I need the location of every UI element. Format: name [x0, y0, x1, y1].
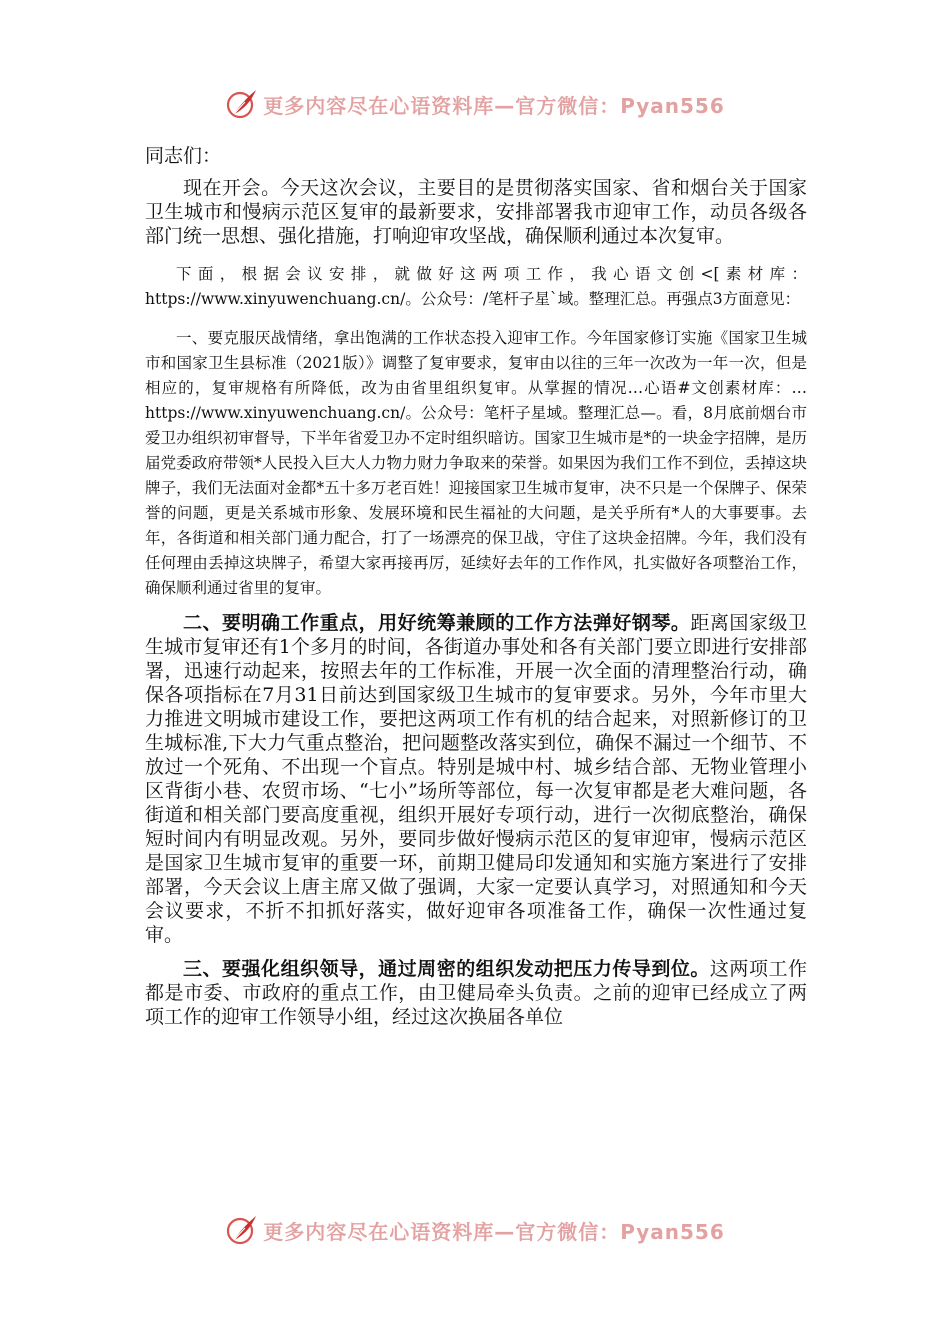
- paragraph-intro: 下面，根据会议安排，就做好这两项工作，我心语文创<[素材库：https://www.xinyuwenchuang.cn/。公众号：/笔杆子星`域。整理汇总。再强点3方面意见：: [145, 265, 807, 308]
- feather-logo-icon: [225, 1213, 259, 1247]
- paragraph-point-three: [145, 957, 807, 1029]
- point-three-body: 这两项工作都是市委、市政府的重点工作，由卫健局牵头负责。之前的迎审已经成立了两项工作的迎审工作领导小组，经过这次换届各单位: [145, 958, 807, 1028]
- paragraph-point-one: 一、要克服厌战情绪，拿出饱满的工作状态投入迎审工作。今年国家修订实施《国家卫生城市和国家卫生县标准（2021版）》调整了复审要求，复审由以往的三年一次改为一年一次，但是相应的，复审规格有所降低，改为由省里组织复审。从掌握的情况…心语#文创素材库：…https://www.xinyuwenchuang.cn/。公众号：笔杆子星域。整理汇总—。看，8月底前烟台市爱卫办组织初审督导，下半年省爱卫办不定时组织暗访。国家卫生城市是*的一块金字招牌，是历届党委政府带领*人民投入巨大人力物力财力争取来的荣誉。如果因为我们工作不到位，丢掉这块牌子，我们无法面对金都*五十多万老百姓！迎接国家卫生城市复审，决不只是一个保牌子、保荣誉的问题，更是关系城市形象、发展环境和民生福祉的大问题，是关乎所有*人的大事要事。去年，各街道和相关部门通力配合，打了一场漂亮的保卫战，守住了这块金招牌。今年，我们没有任何理由丢掉这块牌子，希望大家再接再厉，延续好去年的工作作风，扎实做好各项整治工作，确保顺利通过省里的复审。: [145, 329, 807, 597]
- salutation: 同志们：: [145, 145, 222, 167]
- header-watermark: [0, 84, 950, 124]
- header-watermark-text: 更多内容尽在心语资料库—官方微信：Pyan556: [263, 93, 725, 118]
- feather-logo-icon: [225, 87, 259, 121]
- footer-watermark-text: 更多内容尽在心语资料库—官方微信：Pyan556: [263, 1219, 725, 1244]
- point-three-heading: 三、要强化组织领导，通过周密的组织发动把压力传导到位。: [183, 958, 710, 980]
- paragraph-opening: 现在开会。今天这次会议，主要目的是贯彻落实国家、省和烟台关于国家卫生城市和慢病示范区复审的最新要求，安排部署我市迎审工作，动员各级各部门统一思想、强化措施，打响迎审攻坚战，确保顺利通过本次复审。: [145, 177, 807, 247]
- point-two-body: 距离国家级卫生城市复审还有1个多月的时间，各街道办事处和各有关部门要立即进行安排部署，迅速行动起来，按照去年的工作标准，开展一次全面的清理整治行动，确保各项指标在7月31日前达到国家级卫生城市的复审要求。另外，今年市里大力推进文明城市建设工作，要把这两项工作有机的结合起来，对照新修订的卫生城标准,下大力气重点整治，把问题整改落实到位，确保不漏过一个细节、不放过一个死角、不出现一个盲点。特别是城中村、城乡结合部、无物业管理小区背街小巷、农贸市场、“七小”场所等部位，每一次复审都是老大难问题，各街道和相关部门要高度重视，组织开展好专项行动，进行一次彻底整治，确保短时间内有明显改观。另外，要同步做好慢病示范区的复审迎审，慢病示范区是国家卫生城市复审的重要一环，前期卫健局印发通知和实施方案进行了安排部署，今天会议上唐主席又做了强调，大家一定要认真学习，对照通知和今天会议要求，不折不扣抓好落实，做好迎审各项准备工作，确保一次性通过复审。: [145, 612, 807, 946]
- footer-watermark: [0, 1210, 950, 1250]
- document-body: [145, 142, 807, 1029]
- paragraph-point-two: [145, 611, 807, 947]
- point-two-heading: 二、要明确工作重点，用好统筹兼顾的工作方法弹好钢琴。: [183, 612, 691, 634]
